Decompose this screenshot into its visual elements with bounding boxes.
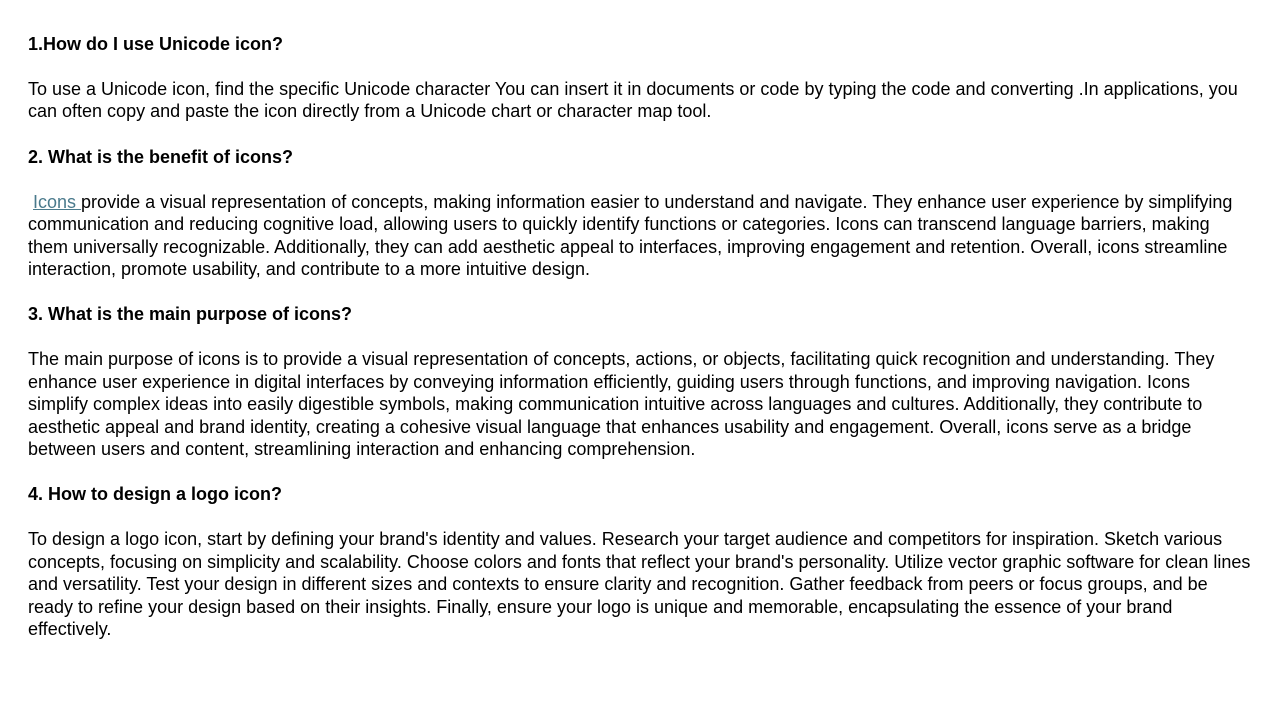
faq-question: 1.How do I use Unicode icon? (28, 34, 284, 54)
faq-answer: To use a Unicode icon, find the specific Unicode character You can insert it in documents or code by typing the code and converting .In applications, you can often copy and paste the icon directly from a Unicode chart or character map tool. (28, 79, 1238, 122)
faq-question: 2. What is the benefit of icons? (28, 146, 294, 167)
faq-answer: The main purpose of icons is to provide a visual representation of concepts, actions, or objects, facilitating quick recognition and understanding. They enhance user experience in digital interfaces by conveying information efficiently, guiding users through functions, and improving navigation. Icons simplify complex ideas into easily digestible symbols, making communication intuitive across languages and cultures. Additionally, they contribute to aesthetic appeal and brand identity, creating a cohesive visual language that enhances usability and engagement. Overall, icons serve as a bridge between users and content, streamlining interaction and enhancing comprehension. (28, 349, 1215, 460)
faq-question: 3. What is the main purpose of icons? (28, 304, 353, 325)
faq-question: 4. How to design a logo icon? (28, 484, 283, 505)
faq-item-unicode-usage (28, 33, 1252, 123)
faq-answer-text: provide a visual representation of concepts, making information easier to understand and navigate. They enhance user experience by simplifying communication and reducing cognitive load, allowing users to quickly identify functions or categories. Icons can transcend language barriers, making them universally recognizable. Additionally, they can add aesthetic appeal to interfaces, improving engagement and retention. Overall, icons streamline interaction, promote usability, and contribute to a more intuitive design. (28, 191, 1233, 280)
faq-answer (28, 191, 1252, 281)
faq-answer: To design a logo icon, start by defining your brand's identity and values. Research your target audience and competitors for inspiration. Sketch various concepts, focusing on simplicity and scalability. Choose colors and fonts that reflect your brand's personality. Utilize vector graphic software for clean lines and versatility. Test your design in different sizes and contexts to ensure clarity and recognition. Gather feedback from peers or focus groups, and be ready to refine your design based on their insights. Finally, ensure your logo is unique and memorable, encapsulating the essence of your brand effectively. (28, 529, 1251, 640)
faq-item-icon-purpose (28, 303, 1252, 460)
icons-link[interactable]: Icons (33, 191, 82, 212)
faq-item-icon-benefits (28, 146, 1252, 281)
faq-item-logo-design (28, 483, 1252, 640)
faq-section (28, 33, 1252, 664)
